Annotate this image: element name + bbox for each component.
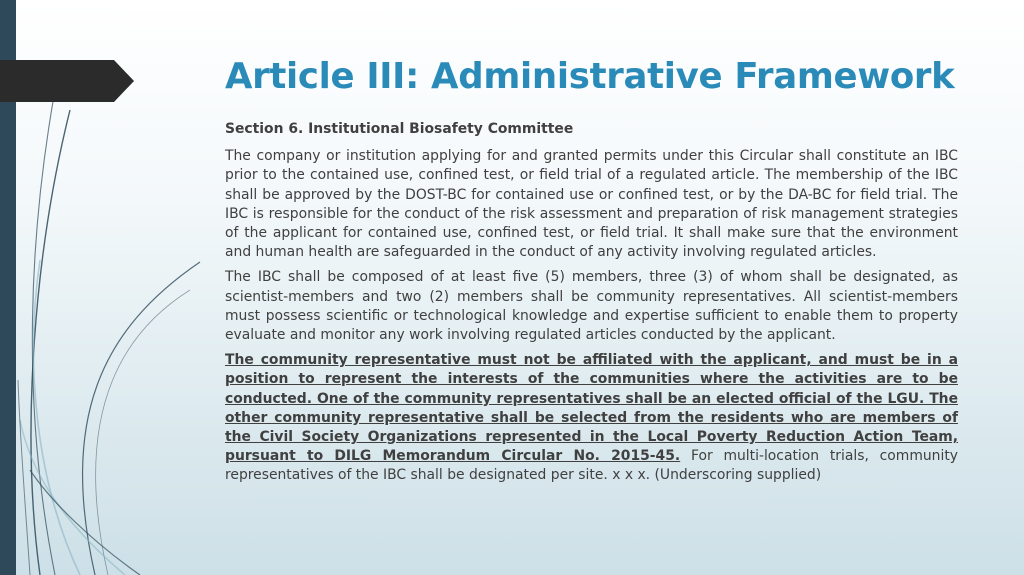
underlined-emphasis: The community representative must not be affiliated with the applicant, and must be in a position to represent the interests of the communities where the activities are to be conducted. One of the community representatives shall be an elected official of the LGU. The other community representative shall be selected from the residents who are members of the Civil Society Organizations represented in the Local Poverty Reduction Action Team, pursuant to DILG Memorandum Circular No. 2015-45. [225,352,958,465]
paragraph-ibc-constitution: The company or institution applying for and granted permits under this Circular shall constitute an IBC prior to the contained use, confined test, or field trial of a regulated article. The membership of the IBC shall be approved by the DOST-BC for contained use or confined test, or by the DA-BC for field trial. The IBC is responsible for the conduct of the risk assessment and preparation of risk management strategies of the applicant for contained use, confined test, or field trial. It shall make sure that the environment and human health are safeguarded in the conduct of any activity involving regulated articles. [225,148,958,261]
paragraph-rest: For multi-location trials, community representatives of the IBC shall be designated per site. x x x. (Underscoring supplied) [225,448,958,484]
paragraph-ibc-composition: The IBC shall be composed of at least five (5) members, three (3) of whom shall be designated, as scientist-members and two (2) members shall be community representatives. All scientist-members must possess scientific or technological knowledge and expertise sufficient to enable them to property evaluate and monitor any work involving regulated articles conducted by the applicant. [225,269,958,344]
paragraph-community-representative [225,351,958,485]
slide-body [225,120,958,492]
title-tab-shape [0,60,134,102]
slide-title: Article III: Administrative Framework [225,56,955,97]
section-heading: Section 6. Institutional Biosafety Committee [225,121,574,137]
